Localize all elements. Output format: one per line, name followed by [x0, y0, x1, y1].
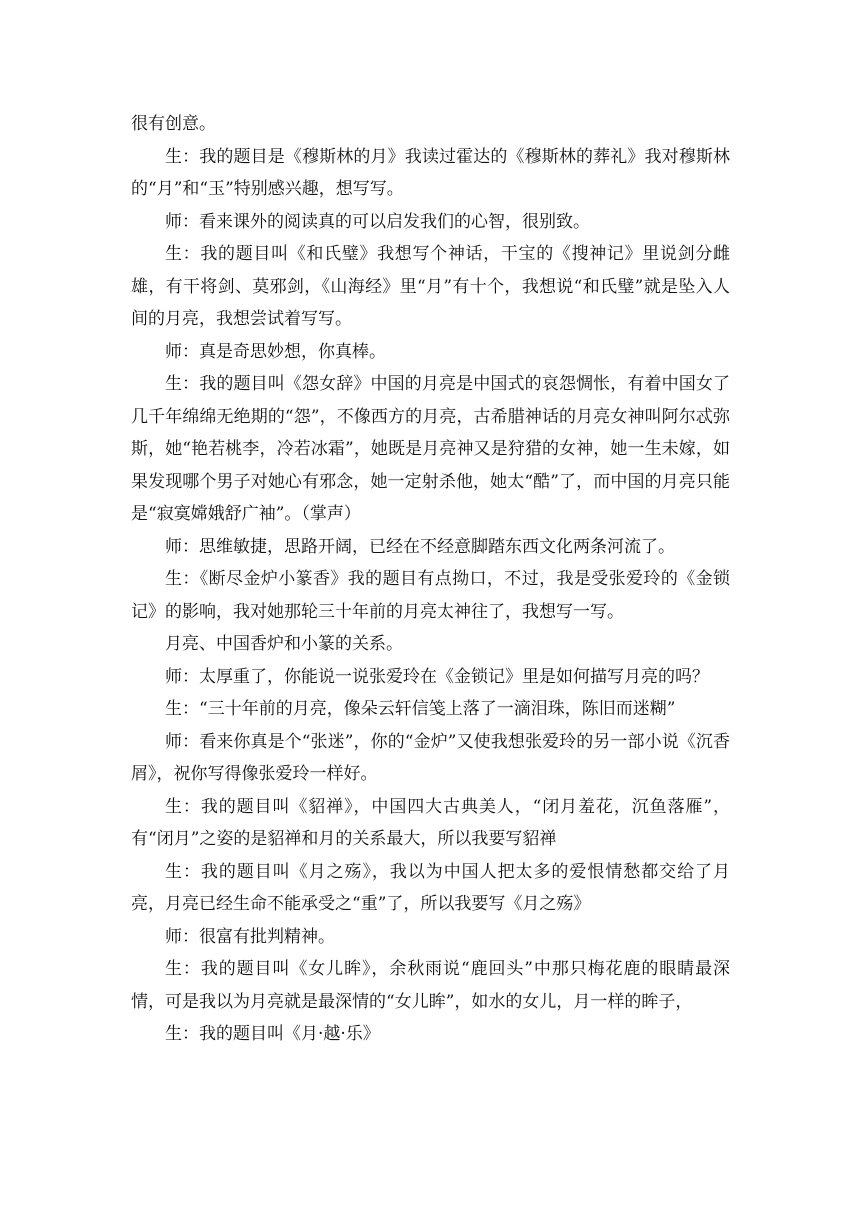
- paragraph-5: 师：真是奇思妙想，你真棒。: [165, 341, 386, 362]
- paragraph-8: 生：《断尽金炉小篆香》我的题目有点拗口，不过，我是受张爱玲的《金锁记》的影响，我对她那轮三十年前的月亮太神往了，我想写一写。: [131, 569, 730, 622]
- paragraph-6: 生：我的题目叫《怨女辞》中国的月亮是中国式的哀怨惆怅，有着中国女了几千年绵绵无绝期的“怨”，不像西方的月亮，古希腊神话的月亮女神叫阿尔忒弥斯，她“艳若桃李，冷若冰霜”，她既是月亮神又是狩猎的女神，她一生未嫁，如果发现哪个男子对她心有邪念，她一定射杀他，她太“酷”了，而中国的月亮只能是“寂寞嫦娥舒广袖”。（掌声）: [131, 374, 730, 524]
- paragraph-12: 师：看来你真是个“张迷”，你的“金炉”又使我想张爱玲的另一部小说《沉香屑》，祝你写得像张爱玲一样好。: [131, 731, 730, 784]
- paragraph-16: 生：我的题目叫《女儿眸》，余秋雨说“鹿回头”中那只梅花鹿的眼睛最深情，可是我以为月亮就是最深情的“女儿眸”，如水的女儿，月一样的眸子，: [131, 959, 730, 1012]
- paragraph-17: 生：我的题目叫《月·越·乐》: [165, 1024, 380, 1044]
- paragraph-13: 生：我的题目叫《貂禅》，中国四大古典美人，“闭月羞花，沉鱼落雁”，有“闭月”之姿的是貂禅和月的关系最大，所以我要写貂禅: [131, 796, 730, 849]
- paragraph-3: 师：看来课外的阅读真的可以启发我们的心智，很别致。: [165, 211, 590, 232]
- document-body: [131, 108, 730, 1051]
- paragraph-4: 生：我的题目叫《和氏璧》我想写个神话，干宝的《搜神记》里说剑分雌雄，有干将剑、莫邪剑，《山海经》里“月”有十个，我想说“和氏璧”就是坠入人间的月亮，我想尝试着写写。: [131, 244, 730, 329]
- paragraph-2: 生：我的题目是《穆斯林的月》我读过霍达的《穆斯林的葬礼》我对穆斯林的“月”和“玉”特别感兴趣，想写写。: [131, 146, 730, 199]
- paragraph-9: 月亮、中国香炉和小篆的关系。: [165, 634, 403, 654]
- paragraph-1: 很有创意。: [131, 114, 216, 134]
- paragraph-7: 师：思维敏捷，思路开阔，已经在不经意脚踏东西文化两条河流了。: [165, 536, 675, 557]
- paragraph-11: 生：“三十年前的月亮，像朵云轩信笺上落了一滴泪珠，陈旧而迷糊”: [165, 699, 676, 719]
- paragraph-14: 生：我的题目叫《月之殇》，我以为中国人把太多的爱恨情愁都交给了月亮，月亮已经生命不能承受之“重”了，所以我要写《月之殇》: [131, 861, 730, 914]
- paragraph-10: 师：太厚重了，你能说一说张爱玲在《金锁记》里是如何描写月亮的吗？: [165, 666, 709, 687]
- paragraph-15: 师：很富有批判精神。: [165, 926, 335, 947]
